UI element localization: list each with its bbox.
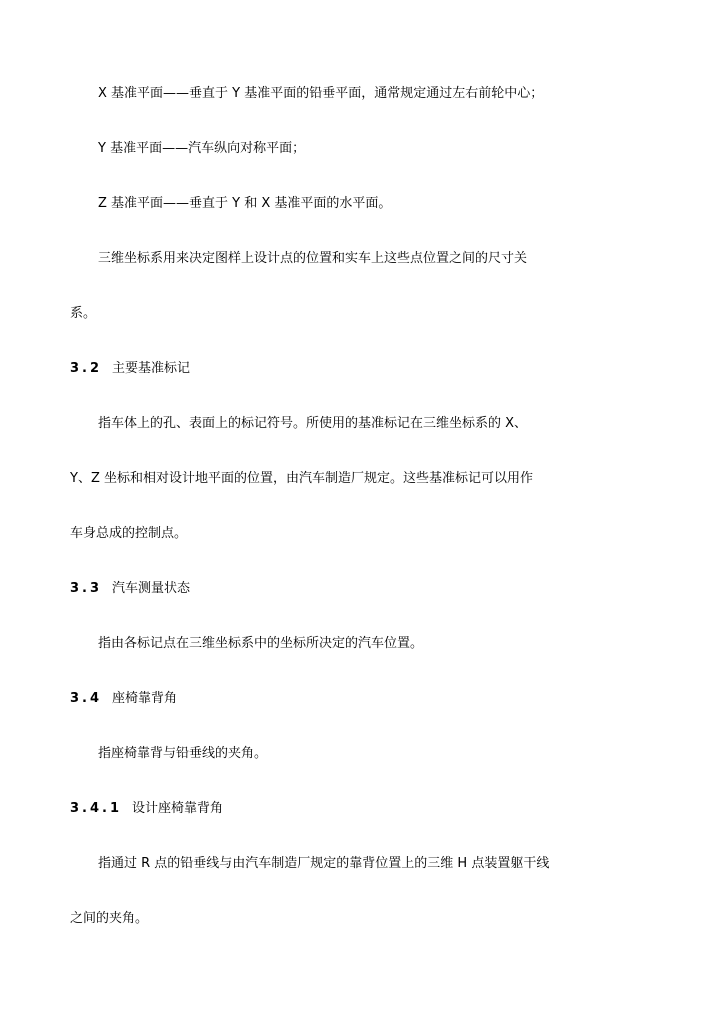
paragraph-x-plane: X 基准平面——垂直于 Y 基准平面的铅垂平面，通常规定通过左右前轮中心； xyxy=(98,86,544,101)
heading-3-4-1 xyxy=(70,800,223,818)
heading-number: 3.4 xyxy=(70,691,103,706)
paragraph-datum-marks-cont2: 车身总成的控制点。 xyxy=(70,526,188,541)
paragraph-y-plane: Y 基准平面——汽车纵向对称平面； xyxy=(98,141,306,156)
paragraph-datum-marks: 指车体上的孔、表面上的标记符号。所使用的基准标记在三维坐标系的 X、 xyxy=(98,416,528,431)
heading-number: 3.3 xyxy=(70,581,103,596)
heading-3-4 xyxy=(70,690,177,708)
heading-number: 3.2 xyxy=(70,361,103,376)
paragraph-coordinate-system: 三维坐标系用来决定图样上设计点的位置和实车上这些点位置之间的尺寸关 xyxy=(98,251,528,266)
paragraph-z-plane: Z 基准平面——垂直于 Y 和 X 基准平面的水平面。 xyxy=(98,196,392,211)
paragraph-design-backrest-angle-cont: 之间的夹角。 xyxy=(70,911,149,926)
heading-title: 座椅靠背角 xyxy=(112,691,178,706)
paragraph-backrest-angle: 指座椅靠背与铅垂线的夹角。 xyxy=(98,746,268,761)
paragraph-datum-marks-cont: Y、Z 坐标和相对设计地平面的位置，由汽车制造厂规定。这些基准标记可以用作 xyxy=(70,471,533,486)
paragraph-coordinate-system-cont: 系。 xyxy=(70,306,97,321)
heading-title: 设计座椅靠背角 xyxy=(132,801,224,816)
heading-3-3 xyxy=(70,580,190,598)
heading-3-2 xyxy=(70,360,190,378)
heading-title: 汽车测量状态 xyxy=(112,581,191,596)
paragraph-design-backrest-angle: 指通过 R 点的铅垂线与由汽车制造厂规定的靠背位置上的三维 H 点装置躯干线 xyxy=(98,856,550,871)
paragraph-measurement-state: 指由各标记点在三维坐标系中的坐标所决定的汽车位置。 xyxy=(98,636,424,651)
heading-number: 3.4.1 xyxy=(70,801,123,816)
heading-title: 主要基准标记 xyxy=(112,361,191,376)
